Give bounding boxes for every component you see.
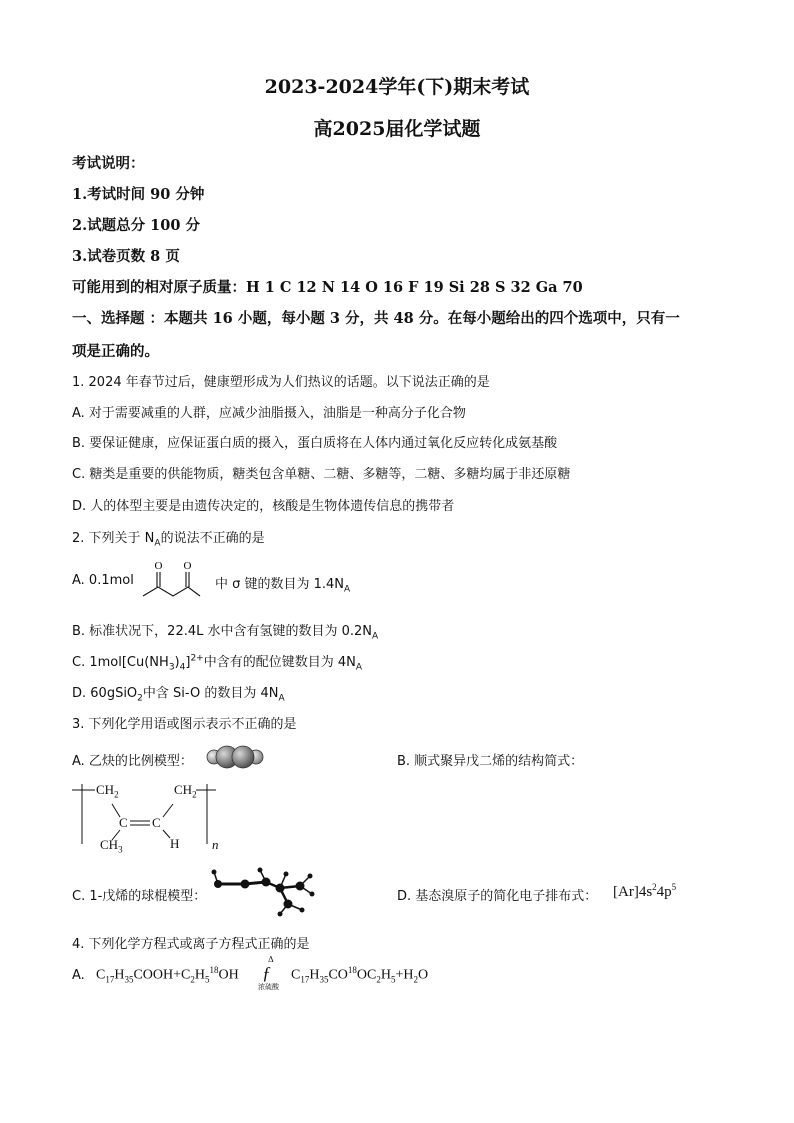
heat-symbol: Δ xyxy=(268,955,274,964)
exam-title: 2023-2024学年(下)期末考试 xyxy=(264,76,530,98)
ch3-label: $CH_3$ xyxy=(100,837,123,855)
question-1-option-c: C. 糖类是重要的供能物质，糖类包含单糖、二糖、多糖等，二糖、多糖均属于非还原糖 xyxy=(72,467,571,482)
hydrogen-label: H xyxy=(170,836,180,851)
question-3-stem: 3. 下列化学用语或图示表示不正确的是 xyxy=(72,717,297,732)
question-4-stem: 4. 下列化学方程式或离子方程式正确的是 xyxy=(72,937,310,952)
question-2-option-a-label: A. 0.1mol xyxy=(72,573,134,588)
question-1-option-b: B. 要保证健康，应保证蛋白质的摄入，蛋白质将在人体内通过氧化反应转化成氨基酸 xyxy=(72,436,558,451)
question-2-option-a-text: 中 σ 键的数目为 $1.4N_A$ xyxy=(215,577,351,595)
exam-subtitle: 高2025届化学试题 xyxy=(313,118,481,140)
question-1-option-a: A. 对于需要减重的人群，应减少油脂摄入，油脂是一种高分子化合物 xyxy=(72,406,466,421)
atomic-masses: 可能用到的相对原子质量：H 1 C 12 N 14 O 16 F 19 Si 28 S 32 Ga 70 xyxy=(72,279,583,296)
cis-polyisoprene-structure xyxy=(70,782,230,855)
question-3-option-a: A. 乙炔的比例模型： xyxy=(72,754,193,769)
question-2-stem: 2. 下列关于 $N_A$的说法不正确的是 xyxy=(72,531,265,549)
section-heading: 一、选择题 ：本题共 16 小题，每小题 3 分，共 48 分。在每小题给出的四个选项中，只有一 xyxy=(72,310,680,327)
note-item: 3.试卷页数 8 页 xyxy=(72,248,180,265)
question-1-stem: 1. 2024 年春节过后，健康塑形成为人们热议的话题。以下说法正确的是 xyxy=(72,375,490,390)
acetylacetone-skeletal-formula xyxy=(140,560,200,600)
question-1-option-d: D. 人的体型主要是由遗传决定的，核酸是生物体遗传信息的携带者 xyxy=(72,499,455,514)
repeat-n-label: n xyxy=(212,837,219,852)
question-2-option-b: B. 标准状况下，22.4L 水中含有氢键的数目为 $0.2N_A$ xyxy=(72,624,379,642)
ch2-right-label: $CH_2$ xyxy=(174,782,197,800)
arrow-glyph: ƒ xyxy=(262,963,271,983)
1-pentene-ball-stick-model xyxy=(210,862,320,920)
question-3-option-c: C. 1-戊烯的球棍模型： xyxy=(72,889,207,904)
question-3-option-d-label: D. 基态溴原子的简化电子排布式： xyxy=(397,889,598,904)
oxygen-label: O xyxy=(154,560,163,572)
ch2-left-label: $CH_2$ xyxy=(96,782,119,800)
catalyst-label: 浓硫酸 xyxy=(258,983,279,991)
question-4-option-a-products: $C_{17}H_{35}CO^{18}OC_2H_5+H_2O$ xyxy=(291,965,429,985)
acetylene-space-filling-model xyxy=(205,744,265,770)
carbon-right-label: C xyxy=(152,815,161,830)
section-heading-cont: 项是正确的。 xyxy=(72,343,159,360)
structure-bonds xyxy=(70,782,230,852)
question-4-option-a-reactants: $C_{17}H_{35}COOH+C_2H_5^{18}OH$ xyxy=(96,965,239,985)
question-2-option-c: C. $1mol[Cu(NH_3)_4]^{2+}$中含有的配位键数目为 $4N_A$ xyxy=(72,653,363,673)
carbon-left-label: C xyxy=(119,815,128,830)
note-item: 1.考试时间 90 分钟 xyxy=(72,186,205,203)
question-3-option-b: B. 顺式聚异戊二烯的结构简式： xyxy=(397,754,584,769)
question-4-option-a-label: A. xyxy=(72,968,85,983)
bromine-electron-config: $[Ar]4s^24p^5$ xyxy=(613,882,677,900)
note-item: 2.试题总分 100 分 xyxy=(72,217,201,234)
reaction-arrow xyxy=(258,955,288,991)
notes-heading: 考试说明： xyxy=(72,155,145,172)
question-2-option-d: D. 60gSiO$_2$中含 Si-O 的数目为 $4N_A$ xyxy=(72,686,285,704)
oxygen-label: O xyxy=(183,560,192,572)
